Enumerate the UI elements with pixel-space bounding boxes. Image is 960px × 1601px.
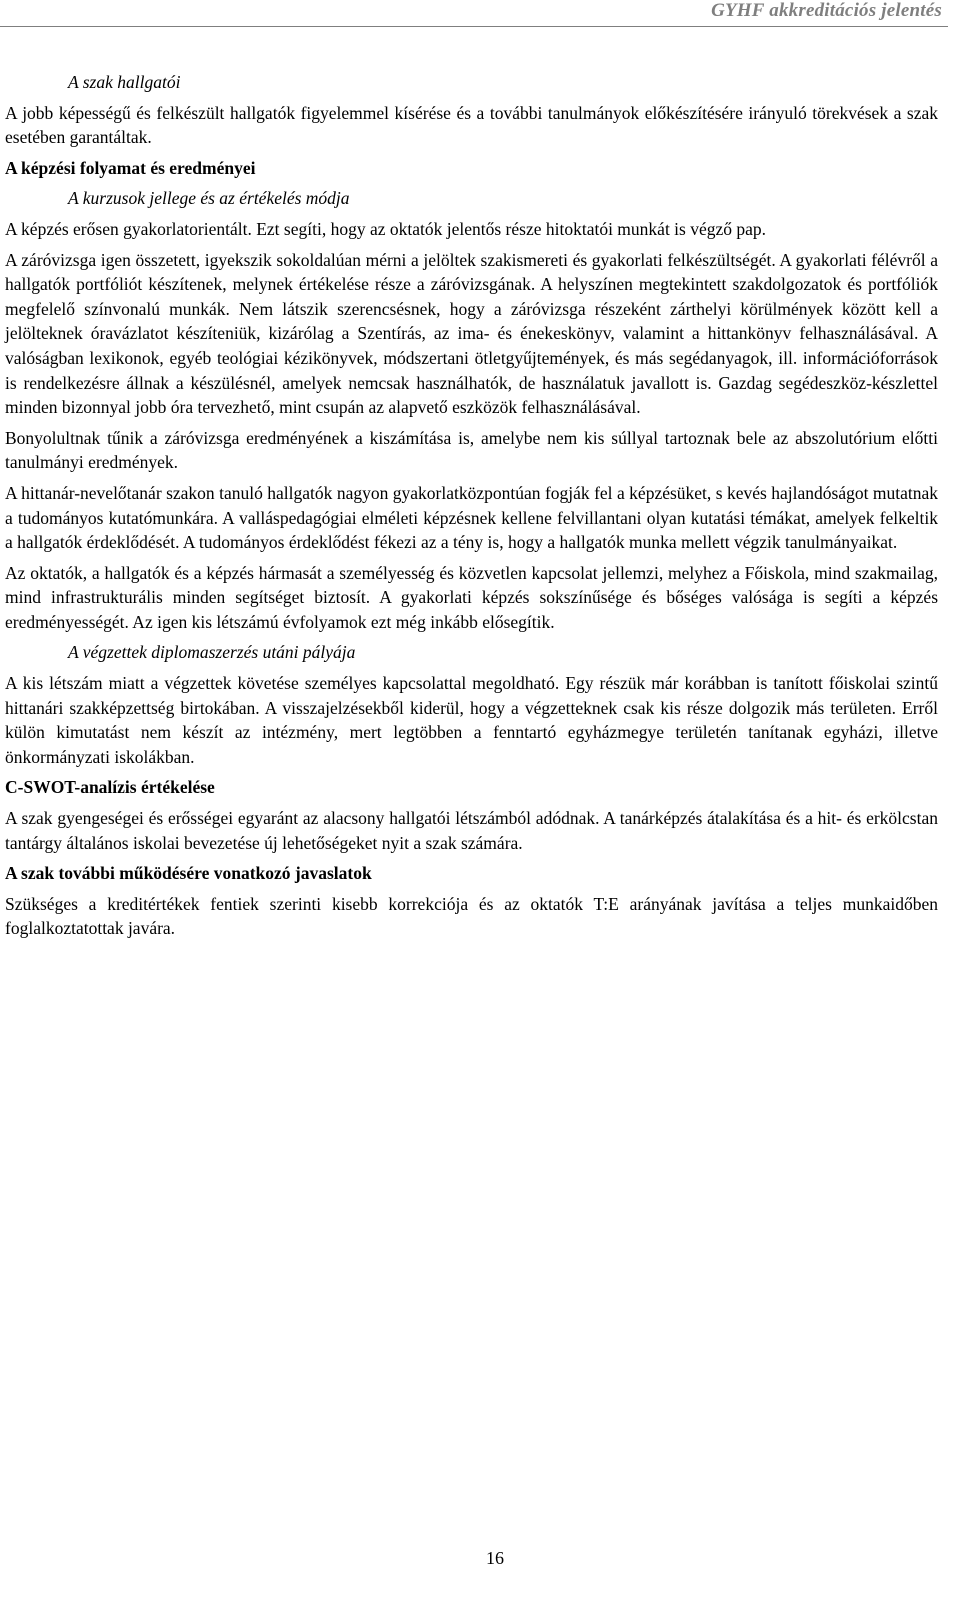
paragraph: A képzés erősen gyakorlatorientált. Ezt segíti, hogy az oktatók jelentős része hitoktatói munkát is végző pap. bbox=[5, 218, 767, 239]
heading-szak-hallgatoi: A szak hallgatói bbox=[68, 72, 181, 92]
paragraph: A kis létszám miatt a végzettek követése személyes kapcsolattal megoldható. Egy részük már korábban is tanított főiskolai szintű hittanári szakképzettség birtokában. A visszajelzésekből kiderül, hogy a végzetteknek csak kis része dolgozik más területen. Erről külön kimutatást nem készít az intézmény, mert legtöbben a fenntartó egyházmegye területén tanítanak egyházi, illetve önkormányzati iskolákban. bbox=[5, 673, 938, 767]
paragraph: A hittanár-nevelőtanár szakon tanuló hallgatók nagyon gyakorlatközpontúan fogják fel a képzésüket, s kevés hajlandóságot mutatnak a tudományos kutatómunkára. A valláspedagógiai elméleti képzésnek kellene felvillantani olyan kutatási témákat, amelyek felkeltik a hallgatók érdeklődését. A tudományos érdeklődést fékezi az a tény is, hogy a hallgatók munka mellett végzik tanulmányaikat. bbox=[5, 482, 938, 553]
paragraph: Az oktatók, a hallgatók és a képzés hármasát a személyesség és közvetlen kapcsolat jellemzi, melyhez a Főiskola, mind szakmailag, mind infrastrukturális minden segítséget biztosít. A gyakorlati képzés sokszínűsége és bőséges valósága is segíti a képzés eredményességét. Az igen kis létszámú évfolyamok ezt még inkább elősegítik. bbox=[5, 562, 938, 632]
header-rule bbox=[0, 26, 948, 27]
paragraph: A záróvizsga igen összetett, igyekszik sokoldalúan mérni a jelöltek szakismereti és gyakorlati felkészültségét. A gyakorlati félévről a hallgatók portfóliót készítenek, melynek értékelése része a záróvizsgának. A helyszínen megtekintett szakdolgozatok és portfóliók megfelelő színvonalú munkák. Nem látszik szerencsésnek, hogy a záróvizsga részeként zárthelyi körülmények között kell a jelölteknek óravázlatot készíteniük, kizárólag a Szentírás, az ima- és énekeskönyv, valamint a hittankönyv felhasználásával. A valóságban lexikonok, egyéb teológiai kézikönyvek, módszertani ötletgyűjtemények, és más segédanyagok, ill. információforrások is rendelkezésre állnak a készülésnél, amelyek nemcsak használhatók, de használatuk javallott is. Gazdag segédeszköz-készlettel minden bizonnyal jobb óra tervezhető, mint csupán az alapvető eszközök felhasználásával. bbox=[5, 249, 938, 418]
subheading-vegzettek: A végzettek diplomaszerzés utáni pályája bbox=[68, 642, 356, 663]
paragraph: A jobb képességű és felkészült hallgatók figyelemmel kísérése és a további tanulmányok előkészítésére irányuló törekvések a szak esetében garantáltak. bbox=[5, 102, 938, 148]
paragraph: Bonyolultnak tűnik a záróvizsga eredményének a kiszámítása is, amelybe nem kis súllyal tartoznak bele az abszolutórium előtti tanulmányi eredmények. bbox=[5, 427, 938, 473]
paragraph: A szak gyengeségei és erősségei egyaránt az alacsony hallgatói létszámból adódnak. A tanárképzés átalakítása és a hit- és erkölcstan tantárgy általános iskolai bevezetése új lehetőségeket nyit a szak számára. bbox=[5, 808, 938, 853]
heading-kepzesi-folyamat: A képzési folyamat és eredményei bbox=[5, 157, 256, 178]
heading-swot: C-SWOT-analízis értékelése bbox=[5, 777, 215, 798]
paragraph: Szükséges a kreditértékek fentiek szerinti kisebb korrekciója és az oktatók T:E arányának javítása a teljes munkaidőben foglalkoztatottak javára. bbox=[5, 893, 938, 939]
running-header: GYHF akkreditációs jelentés bbox=[711, 0, 942, 21]
heading-javaslatok: A szak további működésére vonatkozó javaslatok bbox=[5, 863, 372, 884]
document-body bbox=[5, 64, 938, 947]
subheading-kurzusok: A kurzusok jellege és az értékelés módja bbox=[68, 188, 350, 209]
page-number: 16 bbox=[486, 1548, 504, 1568]
